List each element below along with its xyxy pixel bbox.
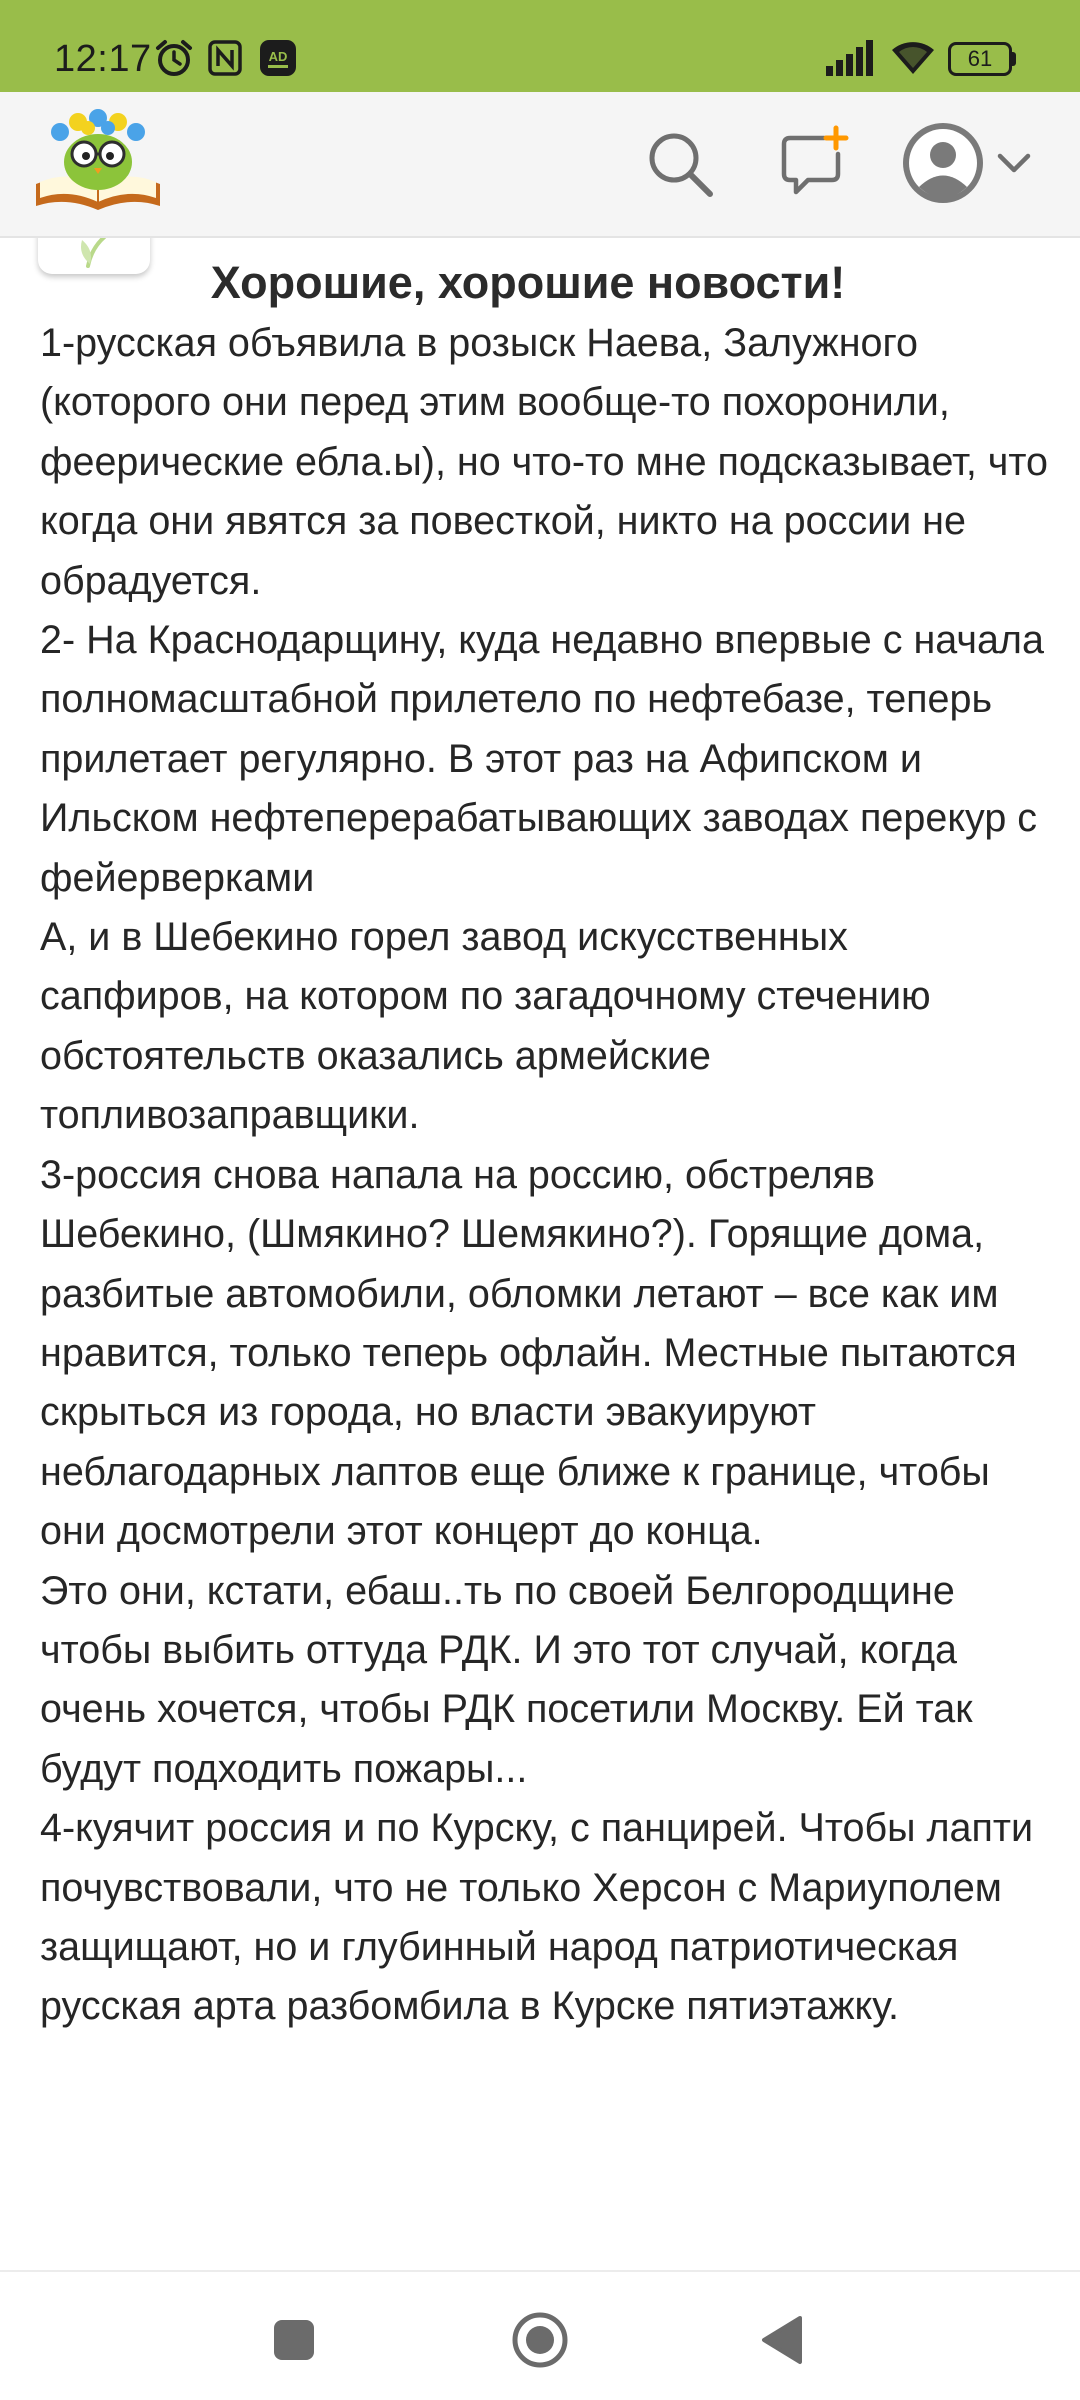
post-paragraph: 3-россия снова напала на россию, обстреляв Шебекино, (Шмякино? Шемякино?). Горящие дома, разбитые автомобили, обломки летают – все как им нравится, только теперь офлайн. Местные пытаются скрыться из города, но власти эвакуируют неблагодарных лаптов еще ближе к границе, чтобы они досмотрели этот концерт до конца.: [40, 1152, 1017, 1554]
back-button[interactable]: [744, 2300, 824, 2380]
status-bar: [0, 0, 1080, 92]
post-body: [40, 314, 1050, 2037]
post-paragraph: А, и в Шебекино горел завод искусственных сапфиров, на котором по загадочному стечению обстоятельств оказались армейские топливозаправщики.: [40, 915, 931, 1138]
app-header: [0, 92, 1080, 238]
wifi-icon: [890, 38, 936, 76]
status-time: 12:17: [54, 38, 152, 80]
user-avatar-icon: [900, 120, 986, 206]
search-icon: [644, 128, 716, 200]
profile-menu-button[interactable]: [900, 118, 1032, 208]
recent-apps-button[interactable]: [254, 2300, 334, 2380]
nfc-icon: [208, 40, 242, 76]
post-title: Хорошие, хорошие новости!: [210, 257, 846, 308]
chevron-down-icon: [996, 152, 1032, 176]
post-paragraph: 4-куячит россия и по Курску, с панцирей. Чтобы лапти почувствовали, что не только Херсон с Мариуполем защищают, но и глубинный народ патриотическая русская арта разбомбила в Курске пятиэтажку.: [40, 1806, 1034, 2029]
post-paragraph: 2- На Краснодарщину, куда недавно впервые с начала полномасштабной прилетело по нефтебазе, теперь прилетает регулярно. В этот раз на Афипском и Ильском нефтеперерабатывающих заводах перекур с фейерверками: [40, 618, 1044, 900]
home-button[interactable]: [500, 2300, 580, 2380]
signal-icon: [826, 40, 876, 76]
search-button[interactable]: [644, 128, 716, 200]
system-navigation-bar: [0, 2270, 1080, 2400]
site-logo[interactable]: [30, 106, 166, 212]
post-paragraph: 1-русская объявила в розыск Наева, Залужного (которого они перед этим вообще-то похоронили, феерические ебла.ы), но что-то мне подсказывает, что когда они явятся за повесткой, никто на россии не обрадуется.: [40, 321, 1049, 603]
battery-icon: [948, 42, 1014, 74]
post-paragraph: Это они, кстати, ебаш..ть по своей Белгородщине чтобы выбить оттуда РДК. И это тот случай, когда очень хочется, чтобы РДК посетили Москву. Ей так будут подходить пожары...: [40, 1568, 973, 1791]
new-post-button[interactable]: [776, 124, 852, 198]
add-message-icon: [776, 124, 852, 198]
home-icon: [500, 2300, 580, 2380]
svg-text:AD: AD: [268, 49, 288, 64]
alarm-icon: [154, 38, 194, 78]
post-content: [0, 238, 1080, 2270]
battery-level: 61: [967, 46, 993, 71]
back-icon: [744, 2300, 824, 2380]
owl-on-book-logo: [30, 106, 166, 212]
ad-blocker-icon: [260, 40, 296, 76]
recent-apps-icon: [254, 2300, 334, 2380]
